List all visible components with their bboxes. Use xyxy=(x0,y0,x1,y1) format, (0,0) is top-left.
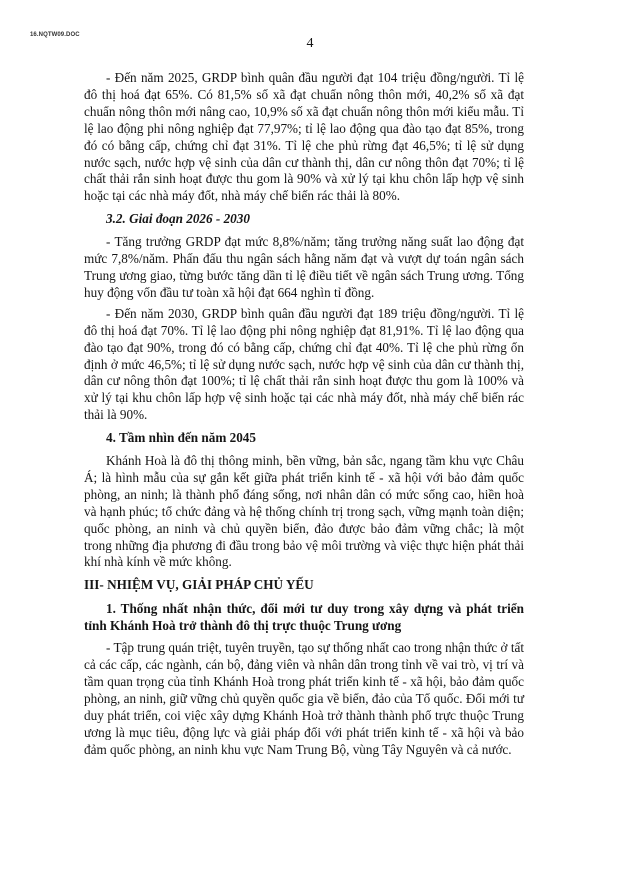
page-number: 4 xyxy=(306,36,314,51)
heading-section-iii: III- NHIỆM VỤ, GIẢI PHÁP CHỦ YẾU xyxy=(84,577,314,593)
document-body xyxy=(84,70,524,763)
paragraph-2025-targets: - Đến năm 2025, GRDP bình quân đầu người đạt 104 triệu đồng/người. Tỉ lệ đô thị hoá đạt 65%. Có 81,5% số xã đạt chuẩn nông thôn mới, 40,2% số xã đạt chuẩn nông thôn mới nâng cao, 10,9% số xã đạt chuẩn nông thôn mới kiểu mẫu. Tỉ lệ lao động phi nông nghiệp đạt 77,97%; tỉ lệ lao động qua đào tạo đạt 85%, trong đó có bằng cấp, chứng chỉ đạt 31%. Tỉ lệ che phủ rừng đạt 46,5%; tỉ lệ sử dụng nước sạch, nước hợp vệ sinh của dân cư thành thị, dân cư nông thôn đạt 70%; tỉ lệ chất thải rắn sinh hoạt được thu gom là 90% và xử lý tại khu chôn lấp hợp vệ sinh hoặc tại các nhà máy đốt, nhà máy chế biến rác thải là 80%. xyxy=(84,70,524,204)
paragraph-task-1: - Tập trung quán triệt, tuyên truyền, tạo sự thống nhất cao trong nhận thức ở tất cả các cấp, các ngành, cán bộ, đảng viên và nhân dân trong tỉnh về vai trò, vị trí và tầm quan trọng của tỉnh Khánh Hoà trong phát triển kinh tế - xã hội, bảo đảm quốc phòng, an ninh, giữ vững chủ quyền quốc gia về biển, đảo của Tổ quốc. Đổi mới tư duy phát triển, coi việc xây dựng Khánh Hoà trở thành thành phố trực thuộc Trung ương là mục tiêu, động lực và giải pháp đối với phát triển kinh tế - xã hội và bảo đảm quốc phòng, an ninh khu vực Nam Trung Bộ, vùng Tây Nguyên và cả nước. xyxy=(84,640,525,757)
paragraph-growth-targets: - Tăng trưởng GRDP đạt mức 8,8%/năm; tăng trưởng năng suất lao động đạt mức 7,8%/năm. Phấn đấu thu ngân sách hằng năm đạt và vượt dự toán ngân sách Trung ương giao, từng bước tăng dần tỉ lệ điều tiết về ngân sách Trung ương. Tổng huy động vốn đầu tư toàn xã hội đạt 664 nghìn tỉ đồng. xyxy=(84,234,524,300)
heading-period-2026-2030: 3.2. Giai đoạn 2026 - 2030 xyxy=(106,211,250,227)
file-reference: 16.NQTW09.DOC xyxy=(30,32,80,38)
heading-task-1: 1. Thống nhất nhận thức, đổi mới tư duy trong xây dựng và phát triển tỉnh Khánh Hoà trở thành đô thị trực thuộc Trung ương xyxy=(84,601,524,634)
paragraph-vision: Khánh Hoà là đô thị thông minh, bền vững, bản sắc, ngang tầm khu vực Châu Á; là hình mẫu của sự gắn kết giữa phát triển kinh tế - xã hội với bảo đảm quốc phòng, an ninh; là thành phố đáng sống, nơi nhân dân có mức sống cao, hiền hoà và hạnh phúc; tổ chức đảng và hệ thống chính trị trong sạch, vững mạnh toàn diện; quốc phòng, an ninh và chủ quyền biển, đảo được bảo đảm vững chắc; là một trong những địa phương đi đầu trong bảo vệ môi trường và việc thực hiện phát thải khí nhà kính về mức không. xyxy=(84,453,524,570)
paragraph-2030-targets: - Đến năm 2030, GRDP bình quân đầu người đạt 189 triệu đồng/người. Tỉ lệ đô thị hoá đạt 70%. Tỉ lệ lao động phi nông nghiệp đạt 81,91%. Tỉ lệ lao động qua đào tạo đạt 90%, trong đó có bằng cấp, chứng chỉ đạt 40%. Tỉ lệ che phủ rừng ổn định ở mức 46,5%; tỉ lệ sử dụng nước sạch, nước hợp vệ sinh của dân cư thành thị, dân cư nông thôn đạt 100%; tỉ lệ chất thải rắn sinh hoạt được thu gom là 100% và xử lý tại khu chôn lấp hợp vệ sinh hoặc tại các nhà máy đốt, nhà máy chế biến rác thải là 90%. xyxy=(84,305,524,423)
heading-vision-2045: 4. Tầm nhìn đến năm 2045 xyxy=(106,430,256,446)
